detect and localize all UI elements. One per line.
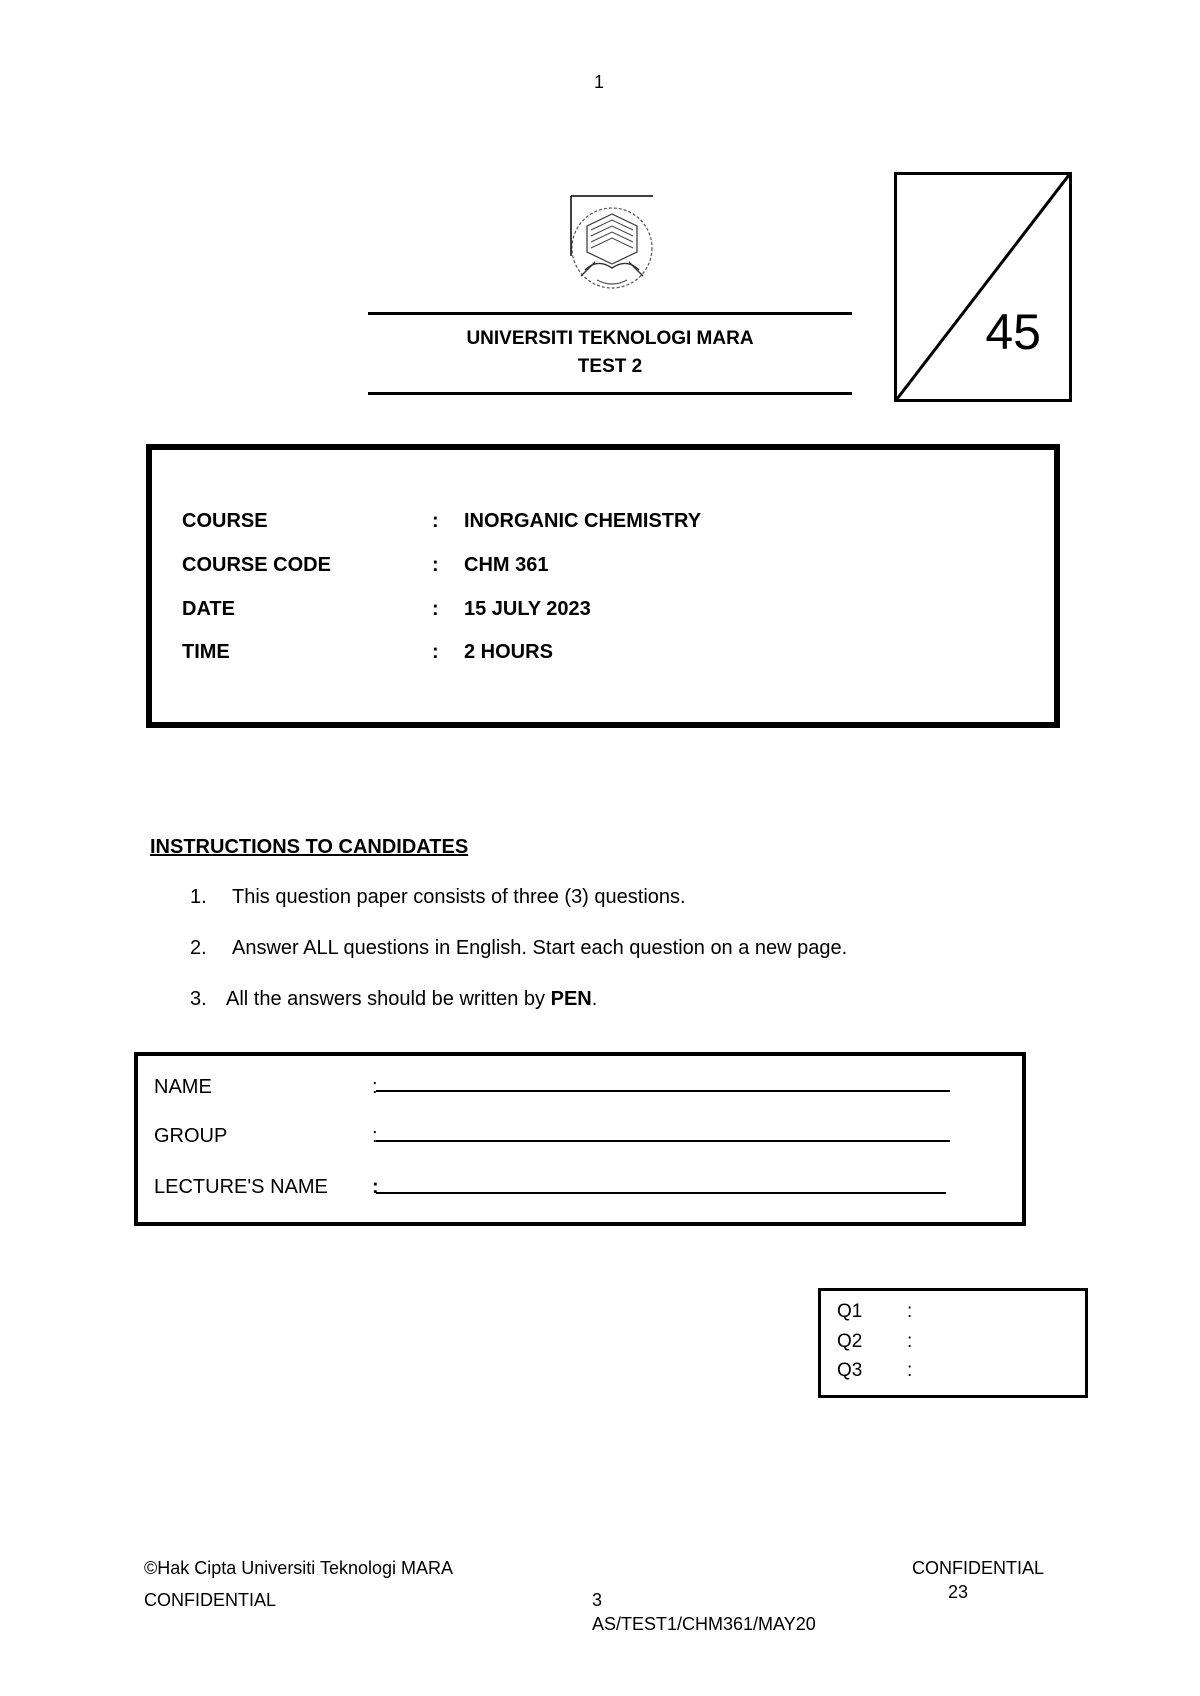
q2-colon: : xyxy=(907,1331,913,1352)
lecturer-name-write-line[interactable] xyxy=(376,1192,946,1194)
instruction-text: This question paper consists of three (3) questions. xyxy=(232,886,686,908)
q1-colon: : xyxy=(907,1301,913,1322)
lecturer-name-label: LECTURE'S NAME xyxy=(154,1176,328,1198)
total-marks: 45 xyxy=(985,304,1041,360)
name-label: NAME xyxy=(154,1076,212,1098)
course-value: INORGANIC CHEMISTRY xyxy=(464,510,702,532)
university-crest-logo xyxy=(567,192,657,298)
name-write-line[interactable] xyxy=(376,1090,950,1092)
q3-label: Q3 xyxy=(837,1360,863,1381)
university-name: UNIVERSITI TEKNOLOGI MARA xyxy=(466,328,754,349)
instruction-text: Answer ALL questions in English. Start each question on a new page. xyxy=(232,937,848,959)
footer-center-number: 3 xyxy=(592,1590,603,1610)
course-colon: : xyxy=(432,510,439,532)
footer-confidential-left: CONFIDENTIAL xyxy=(144,1590,277,1610)
q2-row xyxy=(837,1331,913,1353)
score-box xyxy=(894,172,1072,402)
course-code-value: CHM 361 xyxy=(464,554,549,576)
q3-colon: : xyxy=(907,1360,913,1381)
instructions-heading: INSTRUCTIONS TO CANDIDATES xyxy=(150,836,469,858)
instruction-text: All the answers should be written by xyxy=(226,988,551,1010)
q2-label: Q2 xyxy=(837,1331,863,1352)
q1-row xyxy=(837,1301,913,1323)
course-code-colon: : xyxy=(432,554,439,576)
test-title: TEST 2 xyxy=(577,356,643,377)
footer-copyright: ©Hak Cipta Universiti Teknologi MARA xyxy=(144,1558,454,1578)
time-value: 2 HOURS xyxy=(464,641,553,663)
header-top-rule xyxy=(368,312,852,315)
score-box-diagonal xyxy=(897,175,1069,399)
instruction-number: 2. xyxy=(190,937,207,959)
group-write-line[interactable] xyxy=(376,1140,950,1142)
lecturer-name-colon: : xyxy=(372,1176,379,1198)
time-label: TIME xyxy=(182,641,230,663)
instruction-number: 1. xyxy=(190,886,207,908)
header-bottom-rule xyxy=(368,392,852,395)
instruction-item xyxy=(190,937,847,960)
instruction-item xyxy=(190,886,686,909)
course-info-box xyxy=(146,444,1060,728)
instruction-item xyxy=(190,988,597,1011)
date-value: 15 JULY 2023 xyxy=(464,598,591,620)
page-number: 1 xyxy=(594,72,605,92)
time-colon: : xyxy=(432,641,439,663)
course-label: COURSE xyxy=(182,510,268,532)
footer-code: AS/TEST1/CHM361/MAY20 xyxy=(592,1614,816,1634)
date-label: DATE xyxy=(182,598,235,620)
instruction-text-end: . xyxy=(591,988,598,1010)
question-marks-box xyxy=(818,1288,1088,1398)
course-code-label: COURSE CODE xyxy=(182,554,331,576)
group-colon: : xyxy=(372,1125,378,1147)
name-colon: : xyxy=(372,1076,378,1098)
q1-label: Q1 xyxy=(837,1301,863,1322)
footer-confidential-right: CONFIDENTIAL xyxy=(912,1558,1045,1578)
q3-row xyxy=(837,1360,913,1382)
candidate-details-box xyxy=(134,1052,1026,1226)
footer-right-number: 23 xyxy=(948,1582,969,1602)
instruction-emphasis: PEN xyxy=(550,988,592,1010)
instruction-number: 3. xyxy=(190,988,207,1010)
date-colon: : xyxy=(432,598,439,620)
group-label: GROUP xyxy=(154,1125,228,1147)
